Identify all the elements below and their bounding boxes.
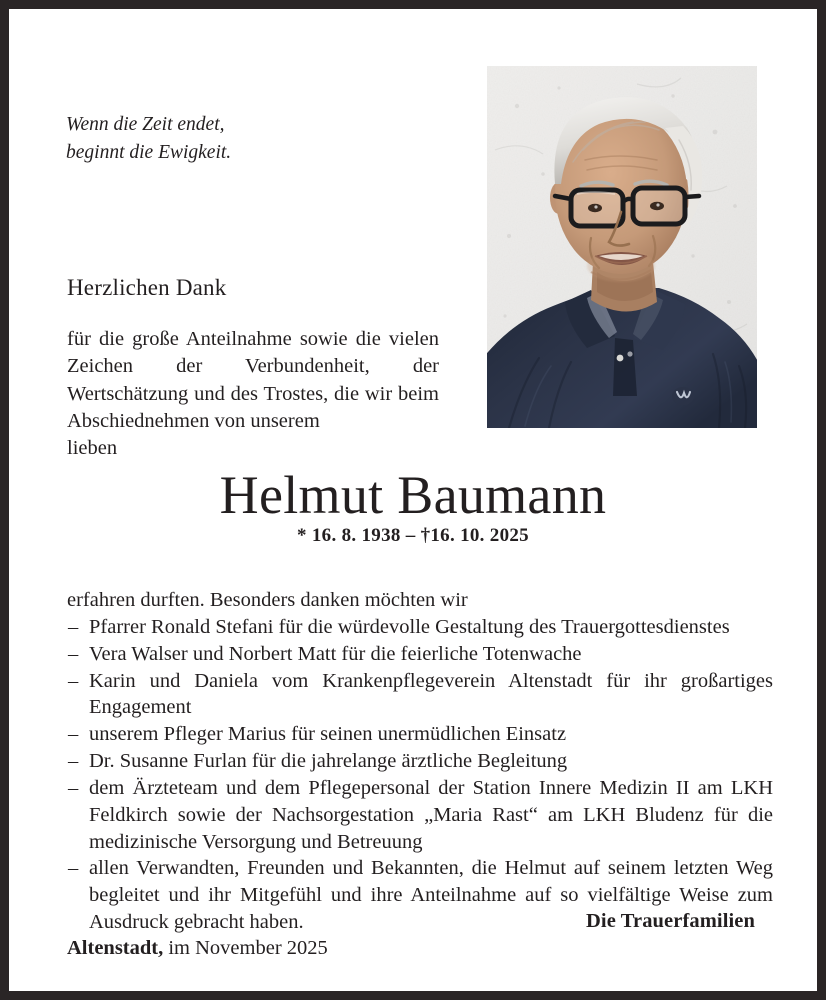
shirt-logo [672,387,694,405]
thanks-intro-text: für die große Anteilnahme sowie die vielen Zeichen der Verbundenheit, der Wertschätzung und des Trostes, die wir beim Abschiednehmen von unserem [67,328,439,432]
thanks-heading: Herzlichen Dank [67,275,227,300]
list-item: – dem Ärzteteam und dem Pflegepersonal der Station Innere Medizin II am LKH Feldkirch sowie der Nachsorgestation „Maria Rast“ am LKH Bludenz für die medizinische Versorgung und Betreuung [67,775,773,856]
place: Altenstadt, [67,937,164,959]
notice-inner [9,9,817,991]
body-lead-line: erfahren durften. Besonders danken möchten wir [67,589,468,611]
list-item: – Dr. Susanne Furlan für die jahrelange ärztliche Begleitung [67,748,773,775]
thanks-intro-last-word: lieben [67,437,118,459]
portrait-photo [487,66,757,428]
list-item: – Vera Walser und Norbert Matt für die feierliche Totenwache [67,641,773,668]
date: im November 2025 [168,937,328,959]
body-block [67,587,773,936]
thanks-intro [67,326,439,462]
epigraph-line-2: beginnt die Ewigkeit. [66,141,232,163]
list-item: – unserem Pfleger Marius für seinen unermüdlichen Einsatz [67,721,773,748]
epigraph [66,111,446,166]
place-date [67,937,328,960]
thanks-list [67,614,773,936]
list-item: – allen Verwandten, Freunden und Bekannten, die Helmut auf seinem letzten Weg begleitet und ihr Mitgefühl und ihre Anteilnahme auf so vielfältige Weise zum Ausdruck gebracht haben. [67,855,773,936]
deceased-name: Helmut Baumann [219,465,607,525]
name-block [9,467,817,547]
signature: Die Trauerfamilien [586,910,755,932]
epigraph-line-1: Wenn die Zeit endet, [66,114,225,135]
life-dates: * 16. 8. 1938 – †16. 10. 2025 [297,525,529,547]
portrait-illustration [487,66,757,428]
list-item: – Karin und Daniela vom Krankenpflegeverein Altenstadt für ihr großartiges Engagement [67,668,773,722]
list-item: – Pfarrer Ronald Stefani für die würdevolle Gestaltung des Trauergottesdienstes [67,614,773,641]
